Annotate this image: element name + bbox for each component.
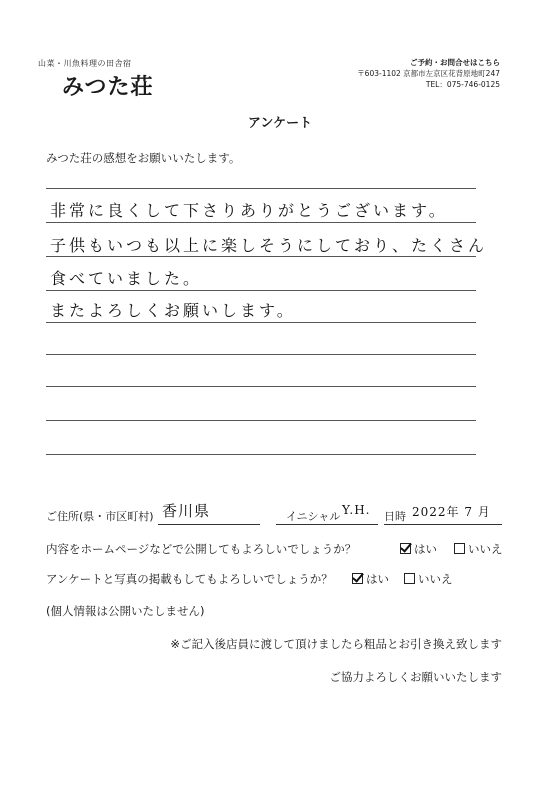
q1-yes-option[interactable] (400, 541, 437, 557)
writing-line (46, 322, 476, 323)
q2-no-label: いいえ (418, 572, 453, 586)
address-value: 香川県 (162, 502, 211, 520)
date-underline (384, 524, 502, 525)
privacy-note: (個人情報は公開いたしません) (46, 604, 205, 618)
initial-value: Y.H. (342, 503, 371, 517)
handwritten-comment-line: 食べていました。 (50, 269, 203, 288)
form-prompt: みつた荘の感想をお願いいたします。 (46, 151, 241, 165)
writing-line (46, 420, 476, 421)
writing-line (46, 222, 476, 223)
q1-no-label: いいえ (468, 542, 503, 556)
checkbox-icon[interactable] (454, 543, 465, 554)
writing-line (46, 188, 476, 189)
submit-note: ※ご記入後店員に渡して頂けましたら粗品とお引き換え致します (170, 637, 502, 651)
checkbox-checked-icon[interactable] (352, 573, 363, 584)
q2-yes-label: はい (366, 572, 389, 586)
checkbox-icon[interactable] (404, 573, 415, 584)
date-value: 2022年 7 月 (412, 505, 491, 519)
writing-line (46, 354, 476, 355)
writing-line (46, 290, 476, 291)
q1-yes-label: はい (414, 542, 437, 556)
address-text: 〒603-1102 京都市左京区花背原地町247 (357, 69, 500, 78)
date-label: 日時 (384, 510, 406, 523)
address-label: ご住所(県・市区町村) (46, 510, 154, 523)
handwritten-comment-line: またよろしくお願いします。 (50, 301, 296, 320)
q2-no-option[interactable] (404, 571, 453, 587)
q1-no-option[interactable] (454, 541, 503, 557)
inn-tagline: 山菜・川魚料理の田舎宿 (38, 59, 132, 68)
thanks-note: ご協力よろしくお願いいたします (329, 670, 502, 684)
q2-yes-option[interactable] (352, 571, 389, 587)
writing-line (46, 386, 476, 387)
writing-line (46, 454, 476, 455)
initial-label: イニシャル (286, 510, 341, 523)
tel-text: TEL：075-746-0125 (425, 80, 500, 89)
question-publish-photo: アンケートと写真の掲載もしてもよろしいでしょうか？ (46, 572, 333, 586)
handwritten-comment-line: 子供もいつも以上に楽しそうにしており、たくさん (50, 236, 488, 255)
form-title: アンケート (247, 116, 313, 131)
checkbox-checked-icon[interactable] (400, 543, 411, 554)
contact-info (357, 57, 500, 90)
contact-label: ご予約・お問合せはこちら (410, 58, 500, 67)
writing-line (46, 256, 476, 257)
address-underline (158, 524, 260, 525)
initial-underline (276, 524, 378, 525)
inn-logo-name: みつた荘 (62, 74, 154, 100)
question-publish-content: 内容をホームページなどで公開してもよろしいでしょうか？ (46, 542, 357, 556)
handwritten-comment-line: 非常に良くして下さりありがとうございます。 (50, 201, 448, 220)
